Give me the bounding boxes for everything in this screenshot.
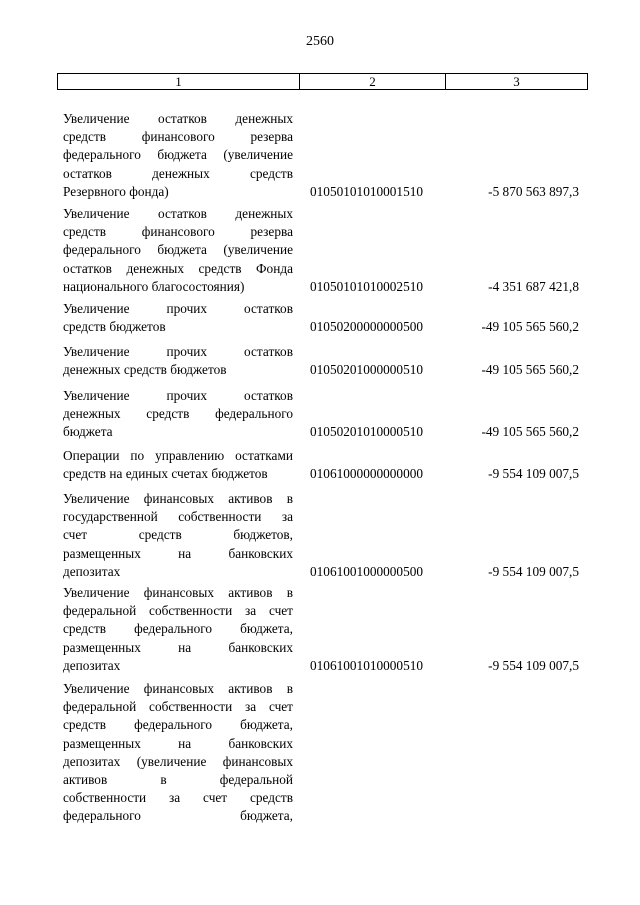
description-line: размещенных на банковских xyxy=(63,639,293,655)
description-line: Резервного фонда) xyxy=(63,183,169,199)
description-line: средств на единых счетах бюджетов xyxy=(63,466,268,482)
description-line: средств федерального бюджета, xyxy=(63,621,293,637)
description-line: федерального бюджета (увеличение xyxy=(63,242,293,258)
description-line: национального благосостояния) xyxy=(63,278,245,294)
description-line: Увеличение остатков денежных xyxy=(63,111,293,126)
table-header xyxy=(57,73,588,90)
description-line: Увеличение финансовых активов в xyxy=(63,585,293,600)
row-amount: -49 105 565 560,2 xyxy=(481,424,579,440)
row-code: 01050201000000510 xyxy=(310,362,424,378)
row-code: 01061000000000000 xyxy=(310,466,424,482)
description-line: депозитах xyxy=(63,657,121,673)
row-description xyxy=(63,205,293,296)
row-amount: -9 554 109 007,5 xyxy=(488,563,579,579)
row-code: 01050101010002510 xyxy=(310,278,424,294)
description-line: Увеличение прочих остатков xyxy=(63,388,293,403)
page-number: 2560 xyxy=(306,34,334,49)
row-description xyxy=(63,584,293,675)
row-code: 01050200000000500 xyxy=(310,319,424,335)
row-description xyxy=(63,447,293,483)
row-code: 01061001000000500 xyxy=(310,563,424,579)
row-code: 01050201010000510 xyxy=(310,424,424,440)
description-line: размещенных на банковских xyxy=(63,545,293,561)
description-line: Увеличение остатков денежных xyxy=(63,206,293,221)
header-col-2: 2 xyxy=(300,74,446,89)
description-line: остатков денежных средств xyxy=(63,165,293,181)
description-line: денежных средств бюджетов xyxy=(63,362,227,378)
description-line: счет средств бюджетов, xyxy=(63,527,293,543)
header-col-1: 1 xyxy=(58,74,300,89)
description-line: депозитах xyxy=(63,563,121,579)
header-col-3: 3 xyxy=(513,74,520,89)
description-line: размещенных на банковских xyxy=(63,735,293,751)
description-line: государственной собственности за xyxy=(63,509,293,525)
row-description xyxy=(63,110,293,201)
description-line: Операции по управлению остатками xyxy=(63,448,293,463)
description-line: средств финансового резерва xyxy=(63,224,293,240)
description-line: средств бюджетов xyxy=(63,319,166,335)
description-line: федерального бюджета, xyxy=(63,808,293,824)
row-amount: -49 105 565 560,2 xyxy=(481,319,579,335)
row-description xyxy=(63,343,293,379)
row-amount: -5 870 563 897,3 xyxy=(488,183,579,199)
row-code: 01050101010001510 xyxy=(310,183,424,199)
description-line: бюджета xyxy=(63,424,113,440)
description-line: средств федерального бюджета, xyxy=(63,717,293,733)
description-line: средств финансового резерва xyxy=(63,129,293,145)
row-amount: -49 105 565 560,2 xyxy=(481,362,579,378)
description-line: федерального бюджета (увеличение xyxy=(63,147,293,163)
row-amount: -4 351 687 421,8 xyxy=(488,278,579,294)
row-amount: -9 554 109 007,5 xyxy=(488,466,579,482)
description-line: Увеличение прочих остатков xyxy=(63,344,293,359)
description-line: денежных средств федерального xyxy=(63,406,293,422)
description-line: активов в федеральной xyxy=(63,771,293,787)
description-line: собственности за счет средств xyxy=(63,790,293,806)
row-description xyxy=(63,680,293,826)
description-line: остатков денежных средств Фонда xyxy=(63,260,293,276)
description-line: Увеличение финансовых активов в xyxy=(63,681,293,696)
description-line: федеральной собственности за счет xyxy=(63,603,293,619)
row-description xyxy=(63,387,293,442)
row-amount: -9 554 109 007,5 xyxy=(488,657,579,673)
row-code: 01061001010000510 xyxy=(310,657,424,673)
row-description xyxy=(63,300,293,336)
description-line: федеральной собственности за счет xyxy=(63,699,293,715)
description-line: депозитах (увеличение финансовых xyxy=(63,753,293,769)
row-description xyxy=(63,490,293,581)
description-line: Увеличение прочих остатков xyxy=(63,301,293,316)
description-line: Увеличение финансовых активов в xyxy=(63,491,293,506)
